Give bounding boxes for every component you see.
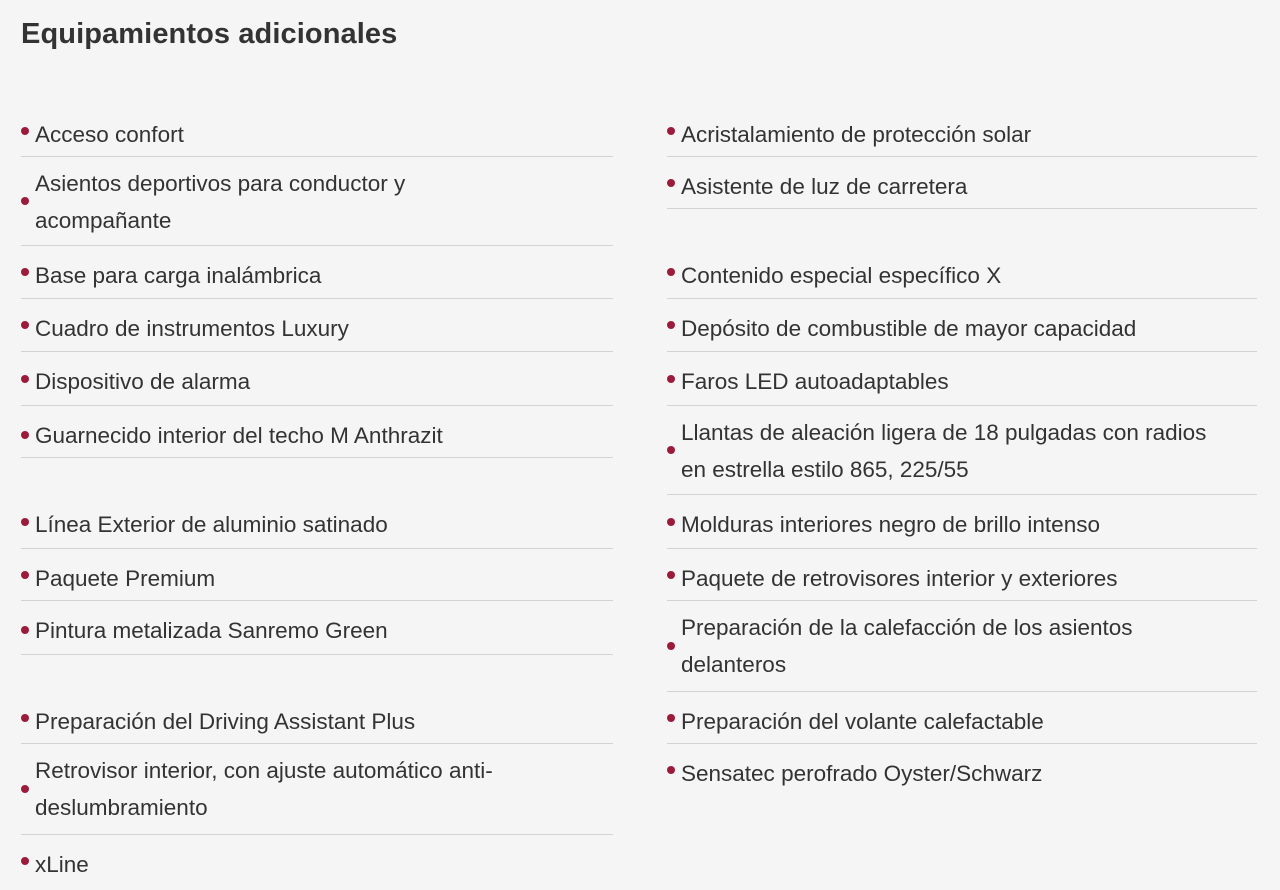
list-item xyxy=(667,601,1257,692)
bullet-dot xyxy=(21,571,29,579)
list-item-label: Preparación de la calefacción de los asientos delanteros xyxy=(681,615,1133,677)
list-item xyxy=(667,406,1257,495)
list-item-label: Acceso confort xyxy=(35,122,184,147)
list-item-label: Llantas de aleación ligera de 18 pulgadas con radios en estrella estilo 865, 225/55 xyxy=(681,420,1207,482)
list-item xyxy=(21,299,613,352)
list-item-label: Asientos deportivos para conductor y acompañante xyxy=(35,171,406,233)
list-item-label: Paquete de retrovisores interior y exteriores xyxy=(681,566,1118,591)
list-item-label: Preparación del volante calefactable xyxy=(681,709,1044,734)
bullet-dot xyxy=(21,431,29,439)
bullet-dot xyxy=(667,766,675,774)
list-item xyxy=(667,246,1257,299)
list-item xyxy=(667,549,1257,601)
list-item xyxy=(667,105,1257,157)
bullet-dot xyxy=(667,268,675,276)
list-item xyxy=(21,549,613,601)
list-item-label: Faros LED autoadaptables xyxy=(681,369,949,394)
list-item-label: Sensatec perofrado Oyster/Schwarz xyxy=(681,761,1043,786)
list-item-label: Molduras interiores negro de brillo intenso xyxy=(681,512,1100,537)
bullet-dot xyxy=(21,127,29,135)
list-item xyxy=(21,835,613,887)
bullet-dot xyxy=(667,179,675,187)
list-item xyxy=(21,601,613,655)
bullet-dot xyxy=(667,321,675,329)
bullet-dot xyxy=(667,714,675,722)
bullet-dot xyxy=(667,375,675,383)
bullet-dot xyxy=(667,446,675,454)
bullet-dot xyxy=(21,321,29,329)
list-item xyxy=(21,352,613,406)
list-item xyxy=(667,299,1257,352)
list-item xyxy=(667,157,1257,209)
list-item xyxy=(21,105,613,157)
bullet-dot xyxy=(21,375,29,383)
list-item-label: Asistente de luz de carretera xyxy=(681,174,968,199)
bullet-dot xyxy=(667,571,675,579)
bullet-dot xyxy=(21,714,29,722)
list-item xyxy=(21,157,613,246)
list-item-label: Contenido especial específico X xyxy=(681,263,1002,288)
bullet-dot xyxy=(21,857,29,865)
list-item-label: Línea Exterior de aluminio satinado xyxy=(35,512,388,537)
bullet-dot xyxy=(667,642,675,650)
list-item xyxy=(21,692,613,744)
bullet-dot xyxy=(667,518,675,526)
list-item xyxy=(667,692,1257,744)
list-item-label: xLine xyxy=(35,852,89,877)
section-title: Equipamientos adicionales xyxy=(21,18,398,50)
bullet-dot xyxy=(21,626,29,634)
list-item xyxy=(21,495,613,549)
list-item xyxy=(21,246,613,299)
list-item-label: Pintura metalizada Sanremo Green xyxy=(35,618,388,643)
list-item xyxy=(667,744,1257,796)
bullet-dot xyxy=(21,197,29,205)
list-item-label: Dispositivo de alarma xyxy=(35,369,251,394)
list-item xyxy=(21,406,613,458)
bullet-dot xyxy=(21,518,29,526)
list-item-label: Depósito de combustible de mayor capacidad xyxy=(681,316,1137,341)
list-item-label: Acristalamiento de protección solar xyxy=(681,122,1032,147)
list-item-label: Cuadro de instrumentos Luxury xyxy=(35,316,349,341)
list-item xyxy=(21,744,613,835)
list-item-label: Retrovisor interior, con ajuste automático anti-deslumbramiento xyxy=(35,758,493,820)
list-item-label: Preparación del Driving Assistant Plus xyxy=(35,709,416,734)
list-item xyxy=(667,495,1257,549)
list-item-label: Base para carga inalámbrica xyxy=(35,263,322,288)
list-item xyxy=(667,352,1257,406)
list-item-label: Guarnecido interior del techo M Anthrazit xyxy=(35,423,443,448)
bullet-dot xyxy=(21,785,29,793)
list-item-label: Paquete Premium xyxy=(35,566,216,591)
bullet-dot xyxy=(21,268,29,276)
bullet-dot xyxy=(667,127,675,135)
